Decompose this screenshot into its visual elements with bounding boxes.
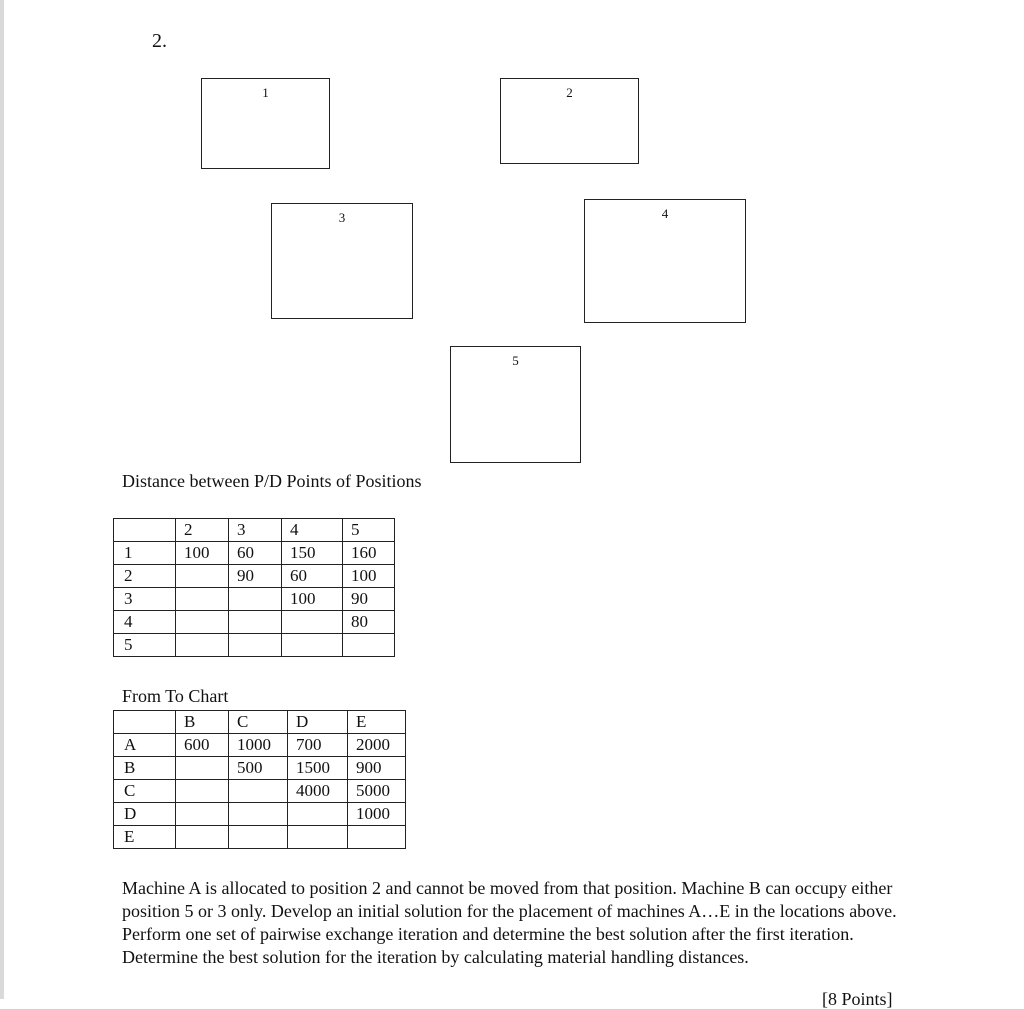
table-cell: 60 — [282, 565, 343, 588]
points-note: [8 Points] — [822, 989, 893, 1009]
from-to-table — [113, 710, 406, 849]
row-header: 1 — [114, 542, 176, 565]
table-row — [114, 611, 395, 634]
position-label: 2 — [566, 85, 573, 100]
table-row — [114, 826, 406, 849]
problem-instructions: Machine A is allocated to position 2 and cannot be moved from that position. Machine B can occupy either position 5 or 3 only. Develop an initial solution for the placement of machines A…E in the locations above. Perform one set of pairwise exchange iteration and determine the best solution after the first iteration. Determine the best solution for the iteration by calculating material handling distances. — [122, 878, 897, 967]
table-cell — [114, 711, 176, 734]
table-cell — [229, 611, 282, 634]
distance-table-title: Distance between P/D Points of Positions — [122, 471, 422, 491]
table-cell: 100 — [176, 542, 229, 565]
table-cell — [229, 588, 282, 611]
table-cell: 1500 — [288, 757, 348, 780]
table-cell — [229, 826, 288, 849]
table-cell: E — [348, 711, 406, 734]
table-cell — [348, 826, 406, 849]
position-box-4 — [584, 199, 746, 323]
table-cell: 500 — [229, 757, 288, 780]
position-label: 1 — [262, 85, 269, 100]
table-cell — [343, 634, 395, 657]
table-cell: 100 — [343, 565, 395, 588]
table-row — [114, 757, 406, 780]
table-row — [114, 803, 406, 826]
table-cell — [176, 634, 229, 657]
table-cell: D — [288, 711, 348, 734]
table-cell: 60 — [229, 542, 282, 565]
table-cell — [176, 565, 229, 588]
table-cell — [229, 803, 288, 826]
table-cell — [229, 634, 282, 657]
position-label: 4 — [661, 206, 669, 221]
table-cell: B — [176, 711, 229, 734]
table-cell: 5 — [343, 519, 395, 542]
row-header: B — [114, 757, 176, 780]
table-cell: 4000 — [288, 780, 348, 803]
table-cell — [114, 519, 176, 542]
row-header: 2 — [114, 565, 176, 588]
table-row — [114, 565, 395, 588]
table-header-row — [114, 519, 395, 542]
row-header: A — [114, 734, 176, 757]
question-number: 2. — [152, 30, 167, 52]
table-cell — [282, 634, 343, 657]
table-cell: 1000 — [348, 803, 406, 826]
row-header: 4 — [114, 611, 176, 634]
table-cell: 80 — [343, 611, 395, 634]
position-box-5 — [450, 346, 581, 463]
table-cell: 2000 — [348, 734, 406, 757]
table-cell: 5000 — [348, 780, 406, 803]
table-cell: 600 — [176, 734, 229, 757]
table-cell — [176, 803, 229, 826]
table-row — [114, 588, 395, 611]
table-cell — [288, 803, 348, 826]
table-row — [114, 542, 395, 565]
position-box-1 — [201, 78, 330, 169]
table-cell: 900 — [348, 757, 406, 780]
table-cell — [282, 611, 343, 634]
table-row — [114, 634, 395, 657]
row-header: E — [114, 826, 176, 849]
table-cell: C — [229, 711, 288, 734]
table-cell — [176, 611, 229, 634]
table-header-row — [114, 711, 406, 734]
table-row — [114, 734, 406, 757]
table-cell — [176, 780, 229, 803]
table-cell — [176, 826, 229, 849]
table-row — [114, 780, 406, 803]
position-box-3 — [271, 203, 413, 319]
table-cell: 700 — [288, 734, 348, 757]
table-cell — [288, 826, 348, 849]
row-header: 5 — [114, 634, 176, 657]
table-cell: 3 — [229, 519, 282, 542]
table-cell: 90 — [343, 588, 395, 611]
table-cell: 160 — [343, 542, 395, 565]
table-cell: 150 — [282, 542, 343, 565]
distance-table — [113, 518, 395, 657]
from-to-chart-title: From To Chart — [122, 686, 229, 706]
table-cell — [229, 780, 288, 803]
row-header: 3 — [114, 588, 176, 611]
row-header: C — [114, 780, 176, 803]
table-cell: 100 — [282, 588, 343, 611]
table-cell: 90 — [229, 565, 282, 588]
table-cell — [176, 757, 229, 780]
page-edge-rule — [0, 0, 4, 999]
table-cell — [176, 588, 229, 611]
table-cell: 2 — [176, 519, 229, 542]
row-header: D — [114, 803, 176, 826]
position-box-2 — [500, 78, 639, 164]
table-cell: 4 — [282, 519, 343, 542]
position-label: 5 — [512, 353, 519, 368]
table-cell: 1000 — [229, 734, 288, 757]
position-label: 3 — [338, 210, 346, 225]
